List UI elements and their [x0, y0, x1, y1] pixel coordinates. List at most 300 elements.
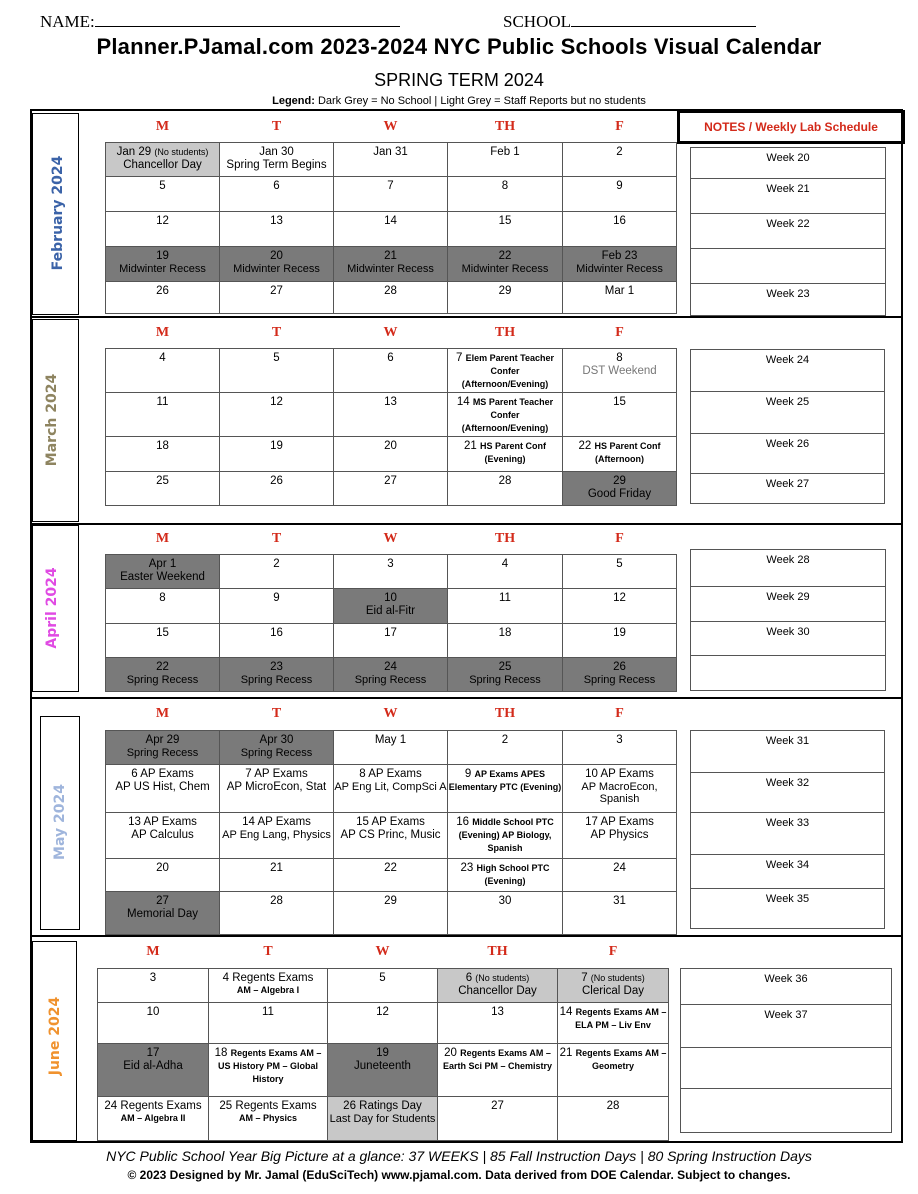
cell-date: Mar 1 — [604, 284, 635, 297]
cell-date: 4 Regents Exams — [222, 971, 314, 984]
day-cell[interactable] — [448, 392, 563, 436]
day-cell[interactable] — [563, 858, 677, 891]
day-cell[interactable] — [220, 246, 334, 281]
day-cell[interactable] — [438, 1002, 558, 1043]
cell-date: 19 — [376, 1046, 389, 1059]
month-label: March 2024 — [44, 373, 60, 467]
day-cell[interactable] — [563, 281, 677, 313]
cell-date: 28 — [606, 1099, 620, 1112]
cell-date: 19 — [270, 439, 283, 452]
day-cell[interactable] — [558, 1043, 669, 1096]
cell-date: May 1 — [374, 733, 407, 746]
day-cell[interactable] — [563, 436, 677, 471]
name-line[interactable] — [95, 12, 400, 27]
cell-detail: MS Parent Teacher Confer (Afternoon/Evening) — [461, 396, 554, 433]
day-cell[interactable] — [220, 588, 334, 623]
week-note-cell[interactable]: Week 24 — [691, 350, 885, 392]
weekday-header: T — [271, 530, 282, 546]
cell-date: 7 Elem Parent Teacher Confer (Afternoon/Evening) — [456, 351, 554, 389]
cell-event: AP Exams — [371, 815, 425, 828]
day-cell[interactable] — [563, 142, 677, 176]
weekday-header: M — [155, 118, 170, 134]
school-label: SCHOOL — [503, 12, 572, 31]
cell-date: 9 AP Exams APES Elementary PTC (Evening) — [448, 767, 562, 792]
day-cell[interactable] — [209, 1002, 328, 1043]
cell-date: 30 — [498, 894, 512, 907]
day-cell[interactable] — [98, 1096, 209, 1140]
school-line[interactable] — [571, 12, 756, 27]
week-row — [106, 176, 677, 211]
day-cell[interactable] — [106, 764, 220, 812]
day-cell[interactable] — [448, 176, 563, 211]
cell-label: Midwinter Recess — [347, 262, 434, 275]
cell-date: 18 Regents Exams AM – US History PM – Global History — [214, 1046, 322, 1084]
week-row — [106, 348, 677, 392]
cell-date: 12 — [270, 395, 283, 408]
day-cell[interactable] — [106, 623, 220, 657]
day-cell[interactable] — [448, 554, 563, 588]
day-cell[interactable] — [448, 471, 563, 505]
cell-date: 7 AP Exams — [245, 767, 308, 780]
cell-date: 10 — [146, 1005, 160, 1018]
cell-label: Eid al-Fitr — [365, 604, 416, 617]
day-cell[interactable] — [438, 968, 558, 1002]
cell-date: 3 — [149, 971, 157, 984]
weekday-header: TH — [494, 530, 516, 546]
cell-label: Spring Recess — [354, 673, 427, 686]
day-cell[interactable] — [448, 764, 563, 812]
cell-detail: AM – Algebra II — [120, 1112, 186, 1123]
cell-label: AP Eng Lang, Physics — [222, 828, 331, 841]
day-cell[interactable] — [448, 812, 563, 858]
day-cell[interactable] — [448, 348, 563, 392]
weekday-header: TH — [494, 118, 516, 134]
month-calendar — [105, 318, 677, 506]
week-note-cell[interactable] — [691, 249, 886, 284]
week-note-cell[interactable]: Week 26 — [691, 434, 885, 474]
day-cell[interactable] — [106, 657, 220, 691]
cell-date: 25 — [156, 474, 169, 487]
cell-date: 21 HS Parent Conf (Evening) — [463, 439, 546, 464]
legend — [0, 95, 918, 107]
weekday-header: W — [383, 324, 398, 340]
cell-label: AP Eng Lit, CompSci A — [334, 780, 447, 793]
cell-date: Apr 29 — [145, 733, 180, 746]
day-cell[interactable] — [98, 1002, 209, 1043]
weekday-header: T — [263, 944, 273, 960]
week-note-cell[interactable]: Week 32 — [691, 773, 885, 813]
day-cell[interactable] — [106, 730, 220, 764]
cell-date: 11 — [156, 395, 169, 408]
day-cell[interactable] — [220, 554, 334, 588]
weekday-header: M — [146, 944, 160, 960]
cell-date: 29 — [498, 284, 512, 297]
week-row — [106, 392, 677, 436]
week-note-cell[interactable]: Week 22 — [691, 214, 886, 249]
week-note-cell[interactable]: Week 34 — [691, 855, 885, 889]
cell-label: Easter Weekend — [120, 570, 205, 583]
day-cell[interactable] — [448, 858, 563, 891]
cell-date: Jan 31 — [373, 145, 408, 158]
term-title: SPRING TERM 2024 — [374, 70, 544, 90]
day-cell[interactable] — [563, 176, 677, 211]
day-cell[interactable] — [220, 623, 334, 657]
day-cell[interactable] — [334, 348, 448, 392]
cell-label: Spring Recess — [240, 746, 313, 759]
weekday-header: F — [615, 706, 624, 722]
day-cell[interactable] — [220, 176, 334, 211]
cell-event: AP Exams — [257, 815, 311, 828]
day-cell[interactable] — [563, 211, 677, 246]
cell-date: 4 — [159, 351, 166, 364]
cell-label: Midwinter Recess — [233, 262, 320, 275]
cell-detail: Regents Exams AM – US History PM – Global History — [217, 1047, 322, 1084]
weekday-header: TH — [487, 944, 508, 960]
day-cell[interactable] — [209, 968, 328, 1002]
cell-date: 3 — [616, 733, 623, 746]
cell-date: 2 — [501, 733, 509, 746]
school-field[interactable] — [503, 12, 756, 32]
day-cell[interactable] — [334, 812, 448, 858]
day-cell[interactable] — [106, 588, 220, 623]
cell-date: 27 — [384, 474, 397, 487]
cell-label: Spring Recess — [469, 673, 541, 686]
week-note-cell[interactable]: Week 20 — [691, 148, 886, 179]
cell-date: 28 — [384, 284, 397, 297]
cell-label: AP US Hist, Chem — [115, 780, 210, 793]
week-note-cell[interactable]: Week 37 — [681, 1005, 892, 1048]
cell-event: AP Exams — [143, 815, 197, 828]
day-cell[interactable] — [209, 1043, 328, 1096]
week-note-cell[interactable]: Week 33 — [691, 813, 885, 855]
cell-date: 13 — [270, 214, 283, 227]
day-cell[interactable] — [328, 1002, 438, 1043]
day-cell[interactable] — [448, 436, 563, 471]
weekday-header: F — [615, 530, 624, 546]
day-cell[interactable] — [334, 246, 448, 281]
cell-date: 24 — [613, 861, 626, 874]
day-cell[interactable] — [563, 348, 677, 392]
day-cell[interactable] — [334, 436, 448, 471]
weekday-header: W — [383, 706, 398, 722]
week-row — [106, 142, 677, 176]
cell-date: 14 Regents Exams AM – ELA PM – Liv Env — [559, 1005, 667, 1030]
cell-event: Regents Exams — [235, 1099, 317, 1112]
cell-date: 15 AP Exams — [356, 815, 425, 828]
day-cell[interactable] — [334, 858, 448, 891]
day-cell[interactable] — [558, 1002, 669, 1043]
weekday-header: W — [383, 530, 398, 546]
day-cell[interactable] — [220, 436, 334, 471]
week-row — [106, 858, 677, 891]
day-cell[interactable] — [563, 554, 677, 588]
day-cell[interactable] — [220, 812, 334, 858]
day-cell[interactable] — [448, 588, 563, 623]
cell-date: 16 — [613, 214, 626, 227]
cell-detail: HS Parent Conf (Evening) — [479, 440, 546, 464]
day-cell[interactable] — [563, 246, 677, 281]
week-note-cell[interactable]: Week 25 — [691, 392, 885, 434]
cell-event: AP Exams — [368, 767, 422, 780]
cell-date: 14 — [384, 214, 397, 227]
weekday-header: W — [375, 944, 390, 960]
week-row — [106, 281, 677, 313]
cell-label: Spring Recess — [126, 673, 199, 686]
day-cell[interactable] — [220, 764, 334, 812]
cell-date: 4 — [501, 557, 509, 570]
day-cell[interactable] — [106, 812, 220, 858]
month-label: May 2024 — [52, 784, 68, 860]
cell-date: Feb 23 — [601, 249, 638, 262]
week-note-cell[interactable]: Week 30 — [691, 622, 886, 656]
cell-date: 5 — [616, 557, 623, 570]
week-row — [106, 812, 677, 858]
day-cell[interactable] — [106, 348, 220, 392]
cell-detail: Regents Exams AM – Geometry — [575, 1047, 667, 1071]
week-note-cell[interactable]: Week 31 — [691, 731, 885, 773]
cell-label: AP CS Princ, Music — [340, 828, 441, 841]
week-note-cell[interactable]: Week 28 — [691, 550, 886, 587]
day-cell[interactable] — [328, 1043, 438, 1096]
cell-date: Apr 1 — [148, 557, 177, 570]
day-cell[interactable] — [106, 281, 220, 313]
day-cell[interactable] — [334, 588, 448, 623]
cell-label: Chancellor Day — [458, 984, 537, 997]
day-cell[interactable] — [334, 176, 448, 211]
notes-header: NOTES / Weekly Lab Schedule — [677, 110, 905, 144]
cell-date: 21 — [270, 861, 283, 874]
cell-event: Regents Exams — [232, 971, 314, 984]
cell-date: 10 AP Exams — [585, 767, 654, 780]
notes-week-list — [690, 549, 886, 691]
cell-date: 22 — [156, 660, 169, 673]
day-cell[interactable] — [209, 1096, 328, 1140]
cell-detail: High School PTC (Evening) — [476, 862, 550, 886]
cell-date: 25 — [498, 660, 512, 673]
day-cell[interactable] — [334, 471, 448, 505]
week-row — [98, 1043, 669, 1096]
cell-label: Spring Recess — [126, 746, 199, 759]
cell-event: AP Exams — [254, 767, 308, 780]
day-cell[interactable] — [563, 812, 677, 858]
week-note-cell[interactable]: Week 35 — [691, 889, 885, 929]
cell-date: 13 AP Exams — [128, 815, 197, 828]
week-row — [106, 891, 677, 934]
cell-date: 10 — [384, 591, 397, 604]
cell-date: 22 — [498, 249, 512, 262]
cell-label: Midwinter Recess — [576, 262, 663, 275]
day-cell[interactable] — [563, 657, 677, 691]
week-note-cell[interactable] — [691, 656, 886, 691]
day-cell[interactable] — [334, 554, 448, 588]
day-cell[interactable] — [334, 730, 448, 764]
weekday-header: F — [615, 118, 624, 134]
day-cell[interactable] — [106, 142, 220, 176]
cell-date: 6 AP Exams — [131, 767, 194, 780]
day-cell[interactable] — [106, 246, 220, 281]
cell-date: 22 — [384, 861, 397, 874]
cell-label: Chancellor Day — [123, 158, 202, 171]
day-cell[interactable] — [334, 392, 448, 436]
day-cell[interactable] — [98, 968, 209, 1002]
cell-date: 26 — [156, 284, 169, 297]
week-note-cell[interactable] — [681, 1089, 892, 1133]
week-note-cell[interactable]: Week 29 — [691, 587, 886, 622]
day-cell[interactable] — [328, 968, 438, 1002]
day-cell[interactable] — [448, 142, 563, 176]
day-cell[interactable] — [106, 471, 220, 505]
week-row — [98, 1096, 669, 1140]
day-cell[interactable] — [220, 281, 334, 313]
day-cell[interactable] — [220, 657, 334, 691]
cell-date: 15 — [156, 626, 169, 639]
cell-label: Spring Recess — [240, 673, 313, 686]
day-cell[interactable] — [106, 211, 220, 246]
notes-week-list — [690, 147, 886, 316]
cell-date: 31 — [613, 894, 626, 907]
day-cell[interactable] — [558, 1096, 669, 1140]
cell-date: 6 — [387, 351, 394, 364]
cell-date: 3 — [387, 557, 394, 570]
week-note-cell[interactable]: Week 36 — [681, 969, 892, 1005]
day-cell[interactable] — [220, 348, 334, 392]
day-cell[interactable] — [220, 858, 334, 891]
cell-event: Regents Exams — [120, 1099, 202, 1112]
cell-date: 27 — [491, 1099, 504, 1112]
cell-date: 5 — [379, 971, 386, 984]
day-cell[interactable] — [334, 764, 448, 812]
cell-date: 6 — [273, 179, 280, 192]
cell-date: 8 — [159, 591, 166, 604]
day-cell[interactable] — [98, 1043, 209, 1096]
cell-date: 20 — [156, 861, 169, 874]
day-cell[interactable] — [220, 471, 334, 505]
day-cell[interactable] — [448, 891, 563, 934]
cell-label: Memorial Day — [127, 907, 198, 920]
notes-week-list — [690, 349, 885, 504]
cell-date: 12 — [156, 214, 169, 227]
cell-detail: Regents Exams AM – ELA PM – Liv Env — [575, 1006, 667, 1030]
day-cell[interactable] — [334, 142, 448, 176]
cell-label: DST Weekend — [582, 364, 657, 377]
cell-date: 21 — [384, 249, 397, 262]
cell-date: 16 — [270, 626, 283, 639]
cell-date: 7 — [387, 179, 394, 192]
cell-date: 5 — [159, 179, 166, 192]
day-cell[interactable] — [448, 281, 563, 313]
cell-date: 5 — [273, 351, 280, 364]
day-cell[interactable] — [448, 246, 563, 281]
day-cell[interactable] — [328, 1096, 438, 1140]
cell-event: AP Exams — [140, 767, 194, 780]
week-note-cell[interactable] — [681, 1048, 892, 1089]
notes-week-list — [680, 968, 892, 1133]
cell-date: 2 — [273, 557, 280, 570]
day-cell[interactable] — [563, 764, 677, 812]
weekday-header: T — [271, 324, 282, 340]
name-field[interactable] — [40, 12, 400, 32]
day-cell[interactable] — [563, 891, 677, 934]
cell-date: 18 — [156, 439, 169, 452]
month-label: June 2024 — [47, 996, 63, 1076]
day-cell[interactable] — [563, 588, 677, 623]
cell-label: Spring Term Begins — [226, 158, 327, 171]
month-calendar — [105, 699, 677, 935]
day-cell[interactable] — [438, 1043, 558, 1096]
day-cell[interactable] — [438, 1096, 558, 1140]
cell-label: Spring Recess — [583, 673, 656, 686]
day-cell[interactable] — [220, 891, 334, 934]
week-note-cell[interactable]: Week 27 — [691, 474, 885, 504]
cell-date: 8 — [616, 351, 623, 364]
day-cell[interactable] — [334, 623, 448, 657]
day-cell[interactable] — [448, 657, 563, 691]
cell-date: 13 — [384, 395, 397, 408]
day-cell[interactable] — [563, 471, 677, 505]
day-cell[interactable] — [106, 436, 220, 471]
day-cell[interactable] — [334, 211, 448, 246]
cell-date: 6 (No students) — [465, 971, 530, 984]
day-cell[interactable] — [106, 554, 220, 588]
day-cell[interactable] — [106, 392, 220, 436]
day-cell[interactable] — [563, 730, 677, 764]
day-cell[interactable] — [220, 730, 334, 764]
cell-date: 11 — [262, 1005, 274, 1018]
cell-date: 16 Middle School PTC (Evening) AP Biology, Spanish — [456, 815, 554, 853]
day-cell[interactable] — [563, 392, 677, 436]
weekday-header: W — [383, 118, 398, 134]
cell-date: 24 Regents Exams — [104, 1099, 202, 1112]
cell-detail: Middle School PTC (Evening) AP Biology, Spanish — [458, 816, 554, 853]
footer-credit: © 2023 Designed by Mr. Jamal (EduSciTech) www.pjamal.com. Data derived from DOE Calendar. Subject to changes. — [127, 1168, 791, 1182]
day-cell[interactable] — [106, 858, 220, 891]
day-cell[interactable] — [220, 211, 334, 246]
cell-label: Midwinter Recess — [461, 262, 549, 275]
cell-detail: Elem Parent Teacher Confer (Afternoon/Evening) — [461, 352, 554, 389]
day-cell[interactable] — [448, 730, 563, 764]
day-cell[interactable] — [334, 657, 448, 691]
day-cell[interactable] — [448, 623, 563, 657]
day-cell[interactable] — [334, 891, 448, 934]
cell-label: Eid al-Adha — [123, 1059, 183, 1072]
day-cell[interactable] — [106, 891, 220, 934]
cell-date: 19 — [613, 626, 626, 639]
week-row — [106, 471, 677, 505]
cell-label: Last Day for Students — [329, 1112, 436, 1125]
cell-date: 24 — [384, 660, 397, 673]
cell-detail: AP Exams APES Elementary PTC (Evening) — [448, 768, 562, 792]
day-cell[interactable] — [558, 968, 669, 1002]
cell-label: Clerical Day — [582, 984, 644, 997]
day-cell[interactable] — [334, 281, 448, 313]
day-cell[interactable] — [220, 142, 334, 176]
week-row — [106, 588, 677, 623]
day-cell[interactable] — [448, 211, 563, 246]
day-cell[interactable] — [563, 623, 677, 657]
cell-note: (No students) — [154, 146, 209, 157]
month-label: February 2024 — [50, 155, 66, 271]
cell-date: 20 — [270, 249, 283, 262]
legend-label: Legend: — [272, 95, 315, 107]
week-note-cell[interactable]: Week 21 — [691, 179, 886, 214]
week-note-cell[interactable]: Week 23 — [691, 284, 886, 316]
cell-note: (No students) — [475, 972, 530, 983]
day-cell[interactable] — [106, 176, 220, 211]
month-label: April 2024 — [44, 567, 60, 649]
cell-date: 12 — [613, 591, 626, 604]
day-cell[interactable] — [220, 392, 334, 436]
cell-date: 14 MS Parent Teacher Confer (Afternoon/Evening) — [456, 395, 554, 433]
